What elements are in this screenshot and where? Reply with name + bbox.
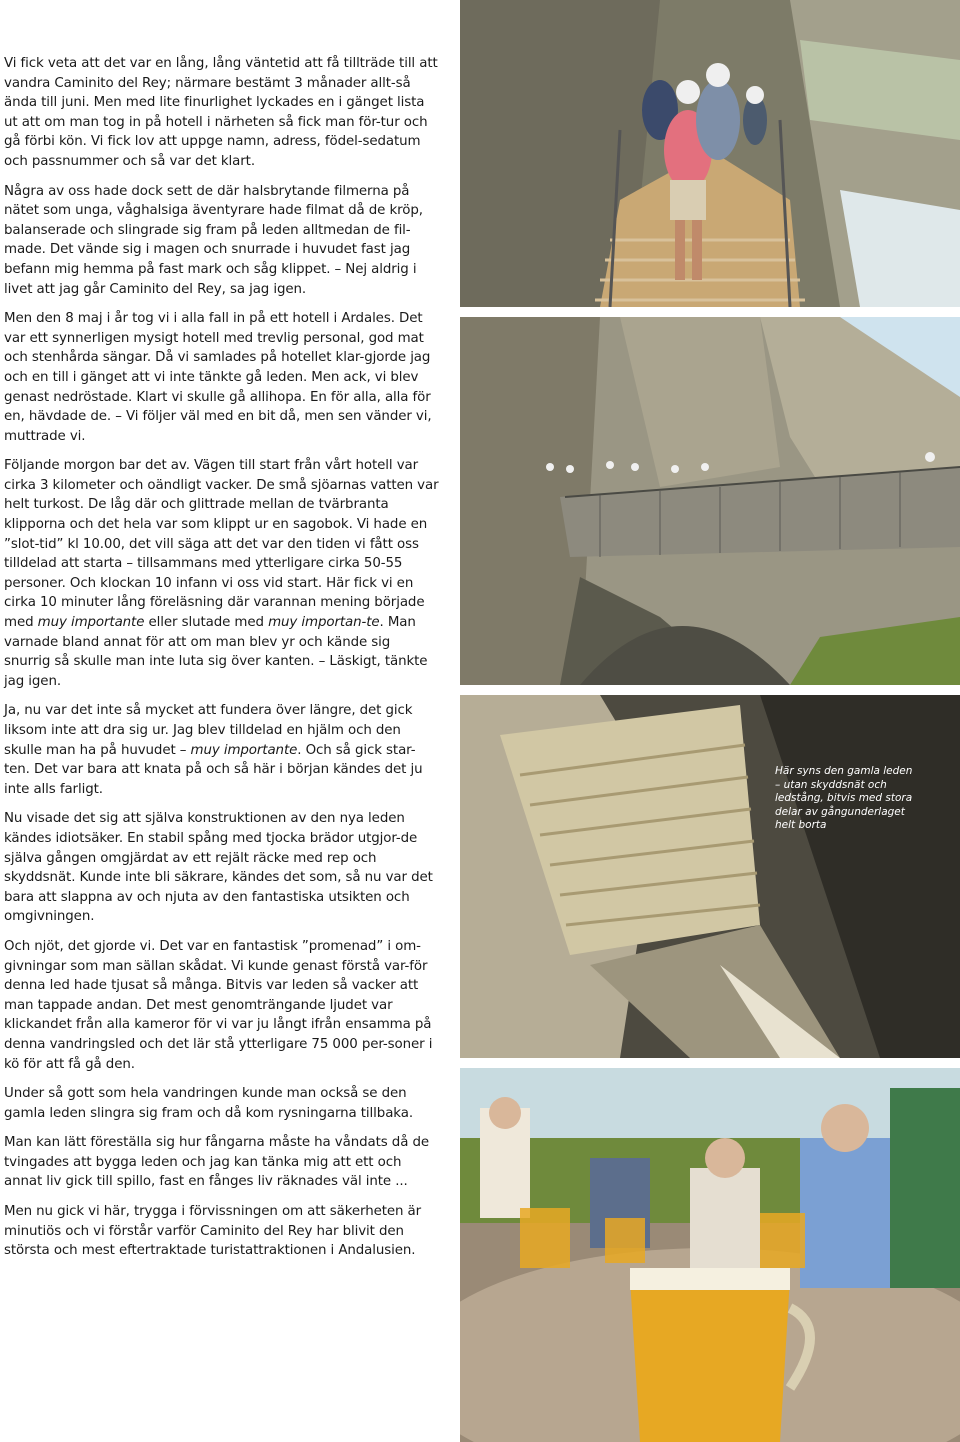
photo-caption: Här syns den gamla leden – utan skyddsnät och ledstång, bitvis med stora delar av gångunderlaget helt borta [775,765,913,831]
paragraph-4-text-a: Följande morgon bar det av. Vägen till start från vårt hotell var cirka 3 kilometer och oändligt vacker. De små sjöarnas vatten var helt turkost. De låg där och glittrade mellan de tvärbranta klipporna och det hela var som klippt ur en sagobok. Vi hade en ”slot-tid” kl 10.00, det vill säga att det var den tiden vi fått oss tilldelad att starta – tillsammans med ytterligare cirka 50-55 personer. Och klockan 10 infann vi oss vid start. Här fick vi en cirka 10 minuter lång föreläsning där varannan mening började med [4,458,439,631]
paragraph-6: Nu visade det sig att själva konstruktionen av den nya leden kändes idiotsäker. En stabil spång med tjocka brädor utgjor-de själva gången omgjärdat av ett rejält räcke med rep och skyddsnät. Kunde inte bli säkrare, kändes det som, så nu var det bara att slappna av och njuta av den fantastiska utsikten och omgivningen. [4,811,433,925]
paragraph-5 [4,701,440,799]
paragraph-4-text-c: . Man varnade bland annat för att om man blev yr och kände sig snurrig så skulle man inte luta sig över kanten. – Läskigt, tänkte jag igen. [4,615,428,689]
photo-beer-terrace-image [460,1068,960,1442]
paragraph-7: Och njöt, det gjorde vi. Det var en fantastisk ”promenad” i om-givningar som man sällan skådat. Vi kunde genast förstå var-för denna led hade tjusat så många. Bitvis var leden så vacker att man tappade andan. Det mest genomträngande ljudet var klickandet från alla kameror för vi var ju långt ifrån ensamma på denna vandringsled och det lär stå ytterligare 75 000 per-soner i kö för att få gå den. [4,938,433,1072]
photo-bridge-over-gorge-image [460,317,960,685]
paragraph-4-emphasis-a: muy importante [37,615,145,631]
paragraph-5-text-a: Ja, nu var det inte så mycket att fundera över längre, det gick liksom inte att dra sig ur. Jag blev tilldelad en hjälm och den skulle man ha på huvudet – [4,703,413,758]
paragraph-4 [4,456,440,691]
photo-beer-terrace [460,1068,960,1442]
paragraph-10: Men nu gick vi här, trygga i förvissningen om att säkerheten är minutiös och vi förstår varför Caminito del Rey har blivit den största och mest eftertraktade turistattraktionen i Andalusien. [4,1204,422,1259]
paragraph-1: Vi fick veta att det var en lång, lång väntetid att få tillträde till att vandra Caminito del Rey; närmare bestämt 3 månader allt-så ända till juni. Men med lite finurlighet lyckades en i gänget lista ut att om man tog in på hotell i närheten så fick man för-tur och gå förbi kön. Vi fick lov att uppge namn, adress, födel-sedatum och passnummer och så var det klart. [4,56,438,169]
paragraph-8: Under så gott som hela vandringen kunde man också se den gamla leden slingra sig fram och då kom rysningarna tillbaka. [4,1086,413,1121]
photo-bridge-over-gorge [460,317,960,685]
paragraph-5-emphasis: muy importante [190,742,298,758]
paragraph-4-text-b: eller slutade med [144,615,269,631]
photo-hikers-on-bridge [460,0,960,307]
photo-old-path [460,695,960,1058]
article-text-column [4,54,440,1271]
paragraph-3: Men den 8 maj i år tog vi i alla fall in på ett hotell i Ardales. Det var ett synnerligen mysigt hotell med trevlig personal, god mat och stenhårda sängar. Då vi samlades på hotellet klar-gjorde jag och en till i gänget att vi inte tänkte gå leden. Men ack, vi blev genast nedröstade. Klart vi skulle gå allihopa. En för alla, alla för en, hävdade de. – Vi följer väl med en bit då, men sen vänder vi, muttrade vi. [4,311,432,444]
paragraph-5-text-b: . Och så gick star-ten. Det var bara att knata på och så här i början kändes det ju inte alls farligt. [4,742,423,797]
paragraph-4-emphasis-b: muy importan-te [268,615,380,631]
photo-hikers-on-bridge-image [460,0,960,307]
paragraph-2: Några av oss hade dock sett de där halsbrytande filmerna på nätet som unga, våghalsiga äventyrare hade filmat då de kröp, balanserade och slingrade sig fram på leden alltmedan de fil-made. Det vände sig i magen och snurrade i huvudet fast jag befann mig hemma på fast mark och såg klippet. – Nej aldrig i livet att jag går Caminito del Rey, sa jag igen. [4,183,423,297]
paragraph-9: Man kan lätt föreställa sig hur fångarna måste ha våndats då de tvingades att bygga leden och jag kan tänka mig att ett och annat liv gick till spillo, fast en fånges liv räknades väl inte ... [4,1135,429,1190]
photo-old-path-image [460,695,960,1058]
